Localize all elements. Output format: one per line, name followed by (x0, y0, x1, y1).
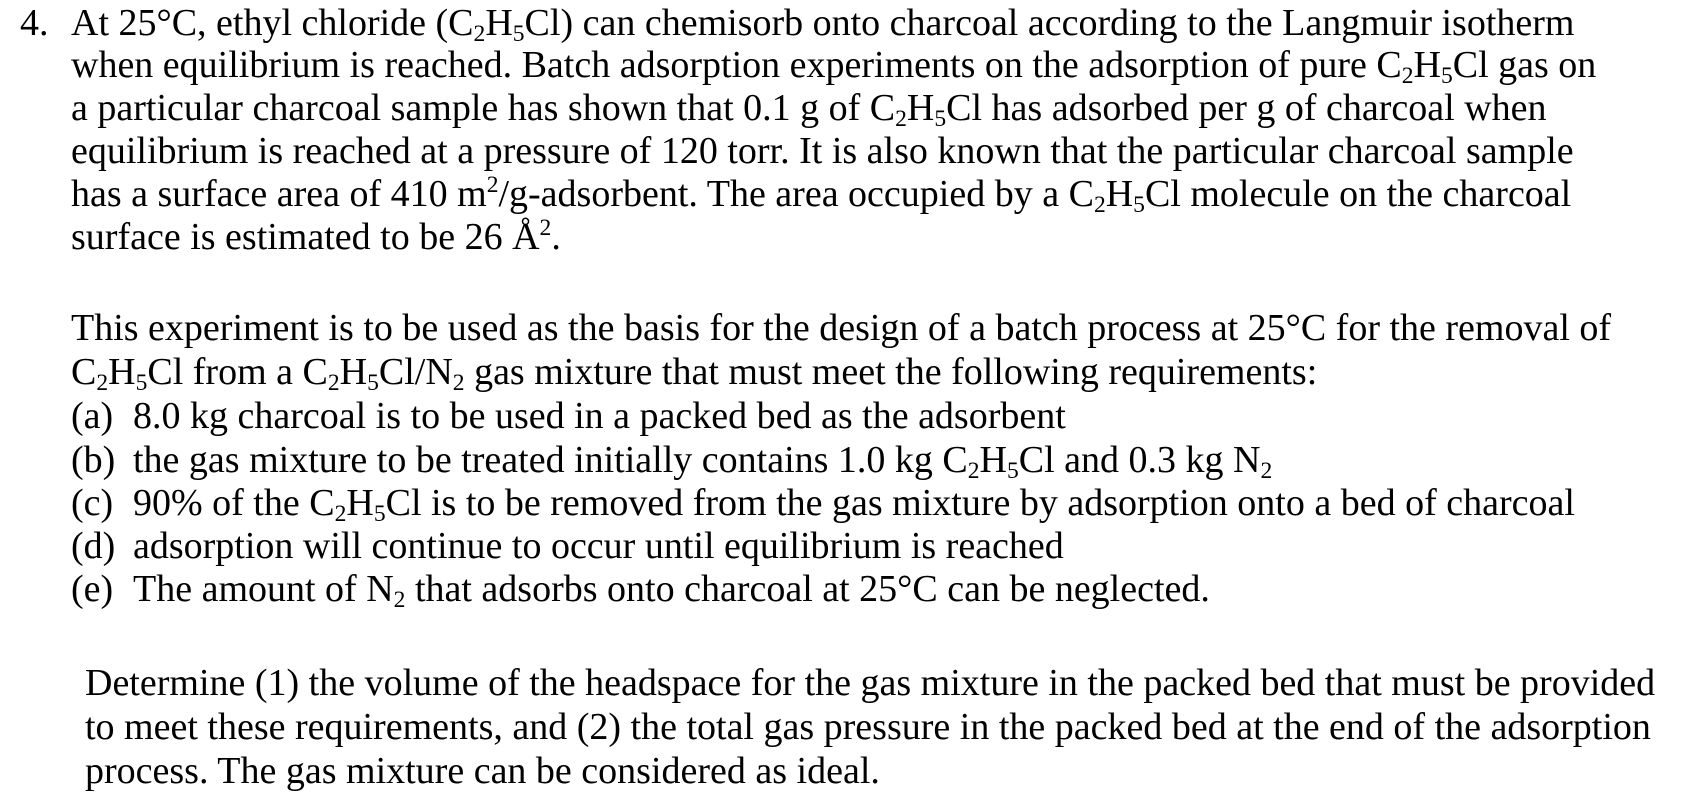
problem-line-2: when equilibrium is reached. Batch adsorption experiments on the adsorption of pure $C_2H_5Cl$ gas on (71, 44, 1597, 89)
requirement-d (0, 523, 1695, 569)
design-line-1: This experiment is to be used as the basis for the design of a batch process at 25°C for the removal of (71, 307, 1612, 349)
requirement-label: (d) (71, 525, 116, 567)
requirement-text: 90% of the $C_2H_5Cl$ is to be removed from the gas mixture by adsorption onto a bed of charcoal (133, 482, 1575, 527)
task-line-2: to meet these requirements, and (2) the total gas pressure in the packed bed at the end of the adsorption (85, 706, 1651, 748)
requirement-label: (a) (71, 395, 114, 437)
problem-number: 4. (20, 2, 49, 44)
problem-line-4: equilibrium is reached at a pressure of 120 torr. It is also known that the particular charcoal sample (71, 130, 1574, 172)
design-line-2: $C_2H_5Cl$ from a $C_2H_5Cl/N_2$ gas mixture that must meet the following requirements: (71, 351, 1318, 396)
requirement-text: The amount of $N_2$ that adsorbs onto charcoal at 25°C can be neglected. (133, 568, 1210, 613)
task-line-1: Determine (1) the volume of the headspace for the gas mixture in the packed bed that must be provided (85, 662, 1656, 704)
requirement-b (0, 437, 1695, 483)
requirement-label: (c) (71, 482, 114, 524)
requirement-text: the gas mixture to be treated initially contains 1.0 kg $C_2H_5Cl$ and 0.3 kg $N_2$ (133, 439, 1273, 484)
task-line-3: process. The gas mixture can be considered as ideal. (85, 750, 880, 792)
problem-line-6: surface is estimated to be 26 $Å^2$. (71, 214, 561, 258)
requirement-e (0, 566, 1695, 612)
requirement-text: adsorption will continue to occur until equilibrium is reached (133, 525, 1064, 567)
requirement-a (0, 393, 1695, 439)
problem-line-3: a particular charcoal sample has shown that 0.1 g of $C_2H_5Cl$ has adsorbed per g of charcoal when (71, 87, 1547, 132)
requirement-c (0, 480, 1695, 526)
problem-line-5: has a surface area of 410 $m^2/g$-adsorbent. The area occupied by a $C_2H_5Cl$ molecule on the charcoal (71, 171, 1572, 218)
requirement-text: 8.0 kg charcoal is to be used in a packed bed as the adsorbent (133, 395, 1066, 437)
requirement-label: (b) (71, 439, 116, 481)
problem-text-line: At 25°C, ethyl chloride $(C_2H_5Cl)$ can chemisorb onto charcoal according to the Langmuir isotherm (71, 2, 1575, 47)
requirement-label: (e) (71, 568, 114, 610)
